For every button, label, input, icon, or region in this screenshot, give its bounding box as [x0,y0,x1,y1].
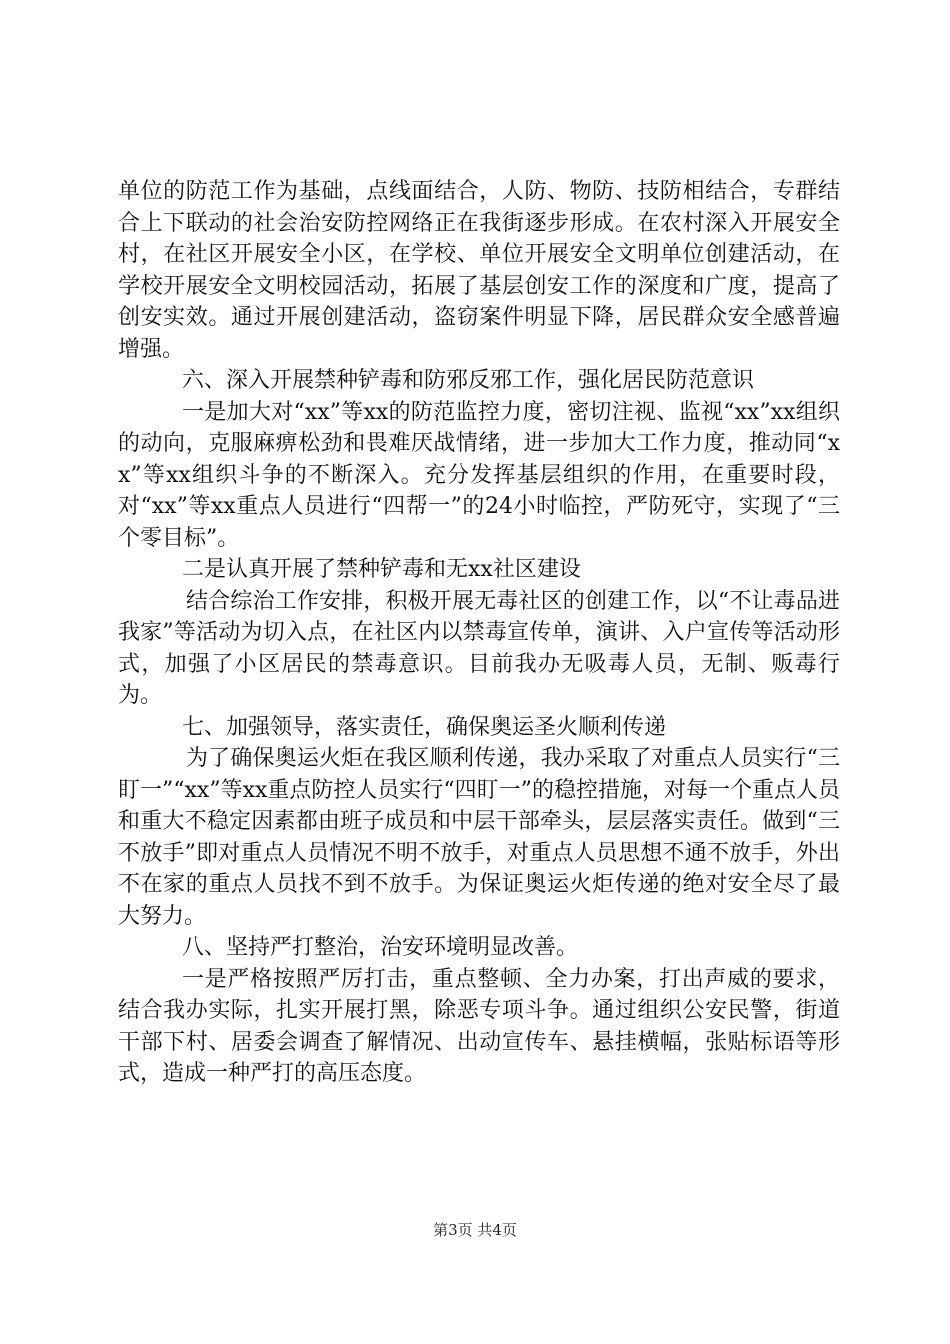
page-number-footer: 第3页 共4页 [433,1221,517,1239]
paragraph-9: 一是严格按照严厉打击，重点整顿、全力办案，打出声威的要求，结合我办实际，扎实开展打黑，除恶专项斗争。通过组织公安民警，街道干部下村、居委会调查了解情况、出动宣传车、悬挂横幅，张贴标语等形式，造成一种严打的高压态度。 [118,966,840,1086]
paragraph-3: 一是加大对“xx”等xx的防范监控力度，密切注视、监视“xx”xx组织的动向，克服麻痹松劲和畏难厌战情绪，进一步加大工作力度，推动同“xx”等xx组织斗争的不断深入。充分发挥基层组织的作用，在重要时段，对“xx”等xx重点人员进行“四帮一”的24小时临控，严防死守，实现了“三个零目标”。 [118,399,840,551]
section-heading-6: 六、深入开展禁种铲毒和防邪反邪工作，强化居民防范意识 [182,368,755,393]
section-heading-8: 八、坚持严打整治，治安环境明显改善。 [182,935,579,960]
paragraph-5: 结合综治工作安排，积极开展无毒社区的创建工作，以“不让毒品进我家”等活动为切入点，在社区内以禁毒宣传单，演讲、入户宣传等活动形式，加强了小区居民的禁毒意识。目前我办无吸毒人员，无制、贩毒行为。 [118,588,840,708]
paragraph-7: 为了确保奥运火炬在我区顺利传递，我办采取了对重点人员实行“三盯一”“xx”等xx重点防控人员实行“四盯一”的稳控措施，对每一个重点人员和重大不稳定因素都由班子成员和中层干部牵头，层层落实责任。做到“三不放手”即对重点人员情况不明不放手，对重点人员思想不通不放手，外出不在家的重点人员找不到不放手。为保证奥运火炬传递的绝对安全尽了最大努力。 [118,746,840,929]
subheading-anti-drug: 二是认真开展了禁种铲毒和无xx社区建设 [182,557,581,582]
document-body [118,176,840,1090]
paragraph-1: 单位的防范工作为基础，点线面结合，人防、物防、技防相结合，专群结合上下联动的社会治安防控网络正在我街逐步形成。在农村深入开展安全村，在社区开展安全小区，在学校、单位开展安全文明单位创建活动，在学校开展安全文明校园活动，拓展了基层创安工作的深度和广度，提高了创安实效。通过开展创建活动，盗窃案件明显下降，居民群众安全感普遍增强。 [118,179,840,362]
section-heading-7: 七、加强领导，落实责任，确保奥运圣火顺利传递 [182,714,667,740]
